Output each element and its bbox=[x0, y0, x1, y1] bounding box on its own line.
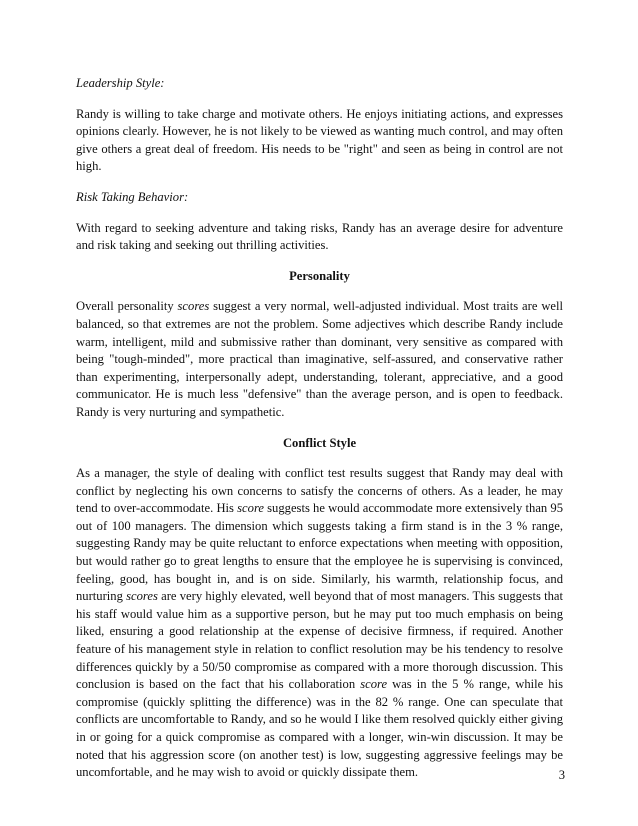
conflict-text-3: are very highly elevated, well beyond that of most managers. This suggests that his staff would value him as a supportive person, but he may put too much emphasis on being liked, ensuring a good relationship at the expense of decisive firmness, if required. Another feature of his management style in relation to conflict resolution may be his tendency to resolve differences quickly by a 50/50 compromise as compared with a more thorough discussion. This conclusion is based on the fact that his collaboration bbox=[76, 589, 563, 692]
conflict-scores-italic: scores bbox=[126, 589, 158, 604]
document-page bbox=[76, 75, 563, 782]
conflict-score-italic-1: score bbox=[237, 501, 264, 516]
personality-text-1: Overall personality bbox=[76, 299, 178, 314]
leadership-style-label: Leadership Style: bbox=[76, 76, 165, 90]
personality-paragraph bbox=[76, 298, 563, 421]
page-number: 3 bbox=[558, 768, 565, 782]
conflict-score-italic-2: score bbox=[360, 677, 388, 692]
conflict-style-heading: Conflict Style bbox=[282, 435, 357, 450]
leadership-style-paragraph: Randy is willing to take charge and motivate others. He enjoys initiating actions, and expresses opinions clearly. However, he is not likely to be viewed as wanting much control, and may often give others a great deal of freedom. His needs to be "right" and seen as being in control are not high. bbox=[76, 106, 563, 174]
risk-taking-paragraph: With regard to seeking adventure and taking risks, Randy has an average desire for adventure and risk taking and seeking out thrilling activities. bbox=[76, 220, 563, 253]
conflict-text-2: suggests he would accommodate more extensively than 95 out of 100 managers. The dimension which suggests taking a firm stand is in the 3 % range, suggesting Randy may be quite reluctant to enforce expectations when meeting with opposition, but would rather go to great lengths to ensure that the employee he is supervising is convinced, feeling, good, has bought in, and is on side. Similarly, his warmth, relationship focus, and nurturing bbox=[76, 501, 564, 604]
conflict-style-paragraph bbox=[76, 465, 563, 782]
conflict-text-4: was in the 5 % range, while his compromise (quickly splitting the difference) was in the 82 % range. One can speculate that conflicts are uncomfortable to Randy, and so he would I like them resolved quickly either giving in or going for a quick compromise as compared with a longer, win-win discussion. It may be noted that his aggression score (on another test) is low, suggesting aggressive feelings may be uncomfortable, and he may wish to avoid or quickly dissipate them. bbox=[76, 677, 563, 780]
conflict-text-1: As a manager, the style of dealing with conflict test results suggest that Randy may deal with conflict by neglecting his own concerns to satisfy the concerns of others. As a leader, he may tend to over-accommodate. His bbox=[76, 466, 563, 516]
personality-heading: Personality bbox=[289, 268, 350, 283]
personality-text-2: suggest a very normal, well-adjusted individual. Most traits are well balanced, so that extremes are not the problem. Some adjectives which describe Randy include warm, intelligent, mild and submissive rather than dominant, very sensitive as compared with being "tough-minded", more practical than imaginative, self-assured, and conservative rather than experimenting, interpersonally adept, understanding, tolerant, appreciative, and a good communicator. He is much less "defensive" than the average person, and is open to feedback. Randy is very nurturing and sympathetic. bbox=[76, 299, 563, 419]
risk-taking-label: Risk Taking Behavior: bbox=[76, 189, 189, 204]
personality-scores-italic: scores bbox=[177, 299, 210, 314]
